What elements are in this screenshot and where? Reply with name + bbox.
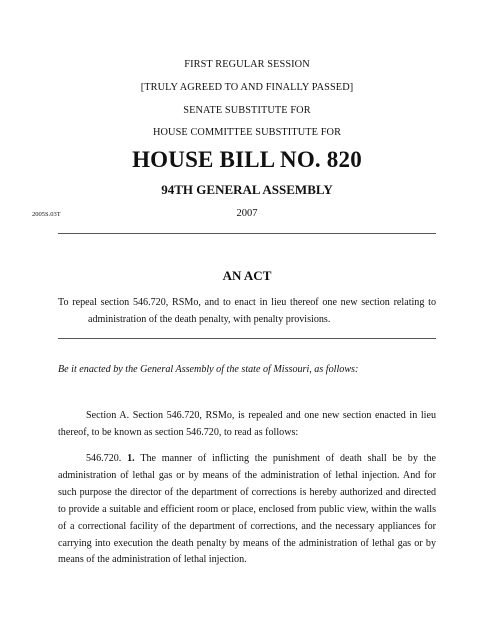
- act-heading: AN ACT: [222, 268, 272, 283]
- subsection-number: 1.: [127, 453, 135, 464]
- house-committee-substitute-line: HOUSE COMMITTEE SUBSTITUTE FOR: [152, 127, 342, 138]
- section-number: 546.720.: [86, 453, 122, 464]
- divider-top: [58, 233, 436, 234]
- senate-substitute-line: SENATE SUBSTITUTE FOR: [183, 105, 311, 116]
- passage-status-line: [TRULY AGREED TO AND FINALLY PASSED]: [140, 82, 354, 93]
- session-year: 2007: [236, 208, 258, 219]
- section-text: The manner of inflicting the punishment of death shall be by the administration of lethal gas or by means of the administration of lethal injection. And for such purpose the director of the department of corrections is hereby authorized and directed to provide a suitable and efficient room or place, enclosed from public view, within the walls of a correctional facility of the department of corrections, and the necessary appliances for carrying into execution the death penalty by means of the administration of lethal gas or by means of the administration of lethal injection.: [58, 453, 437, 566]
- section-a-paragraph: Section A. Section 546.720, RSMo, is repealed and one new section enacted in lieu thereof, to be known as section 546.720, to read as follows:: [58, 410, 436, 438]
- act-purpose-text: To repeal section 546.720, RSMo, and to enact in lieu thereof one new section relating to administration of the death penalty, with penalty provisions.: [58, 297, 436, 325]
- enacting-clause: Be it enacted by the General Assembly of the state of Missouri, as follows:: [58, 364, 359, 375]
- divider-bottom: [58, 338, 436, 339]
- document-code: 2005S.03T: [32, 211, 61, 218]
- session-line: FIRST REGULAR SESSION: [184, 59, 310, 70]
- act-purpose: [58, 295, 436, 329]
- bill-title: HOUSE BILL NO. 820: [132, 147, 362, 172]
- general-assembly-heading: 94TH GENERAL ASSEMBLY: [161, 182, 333, 197]
- section-546-720-paragraph: [58, 451, 436, 569]
